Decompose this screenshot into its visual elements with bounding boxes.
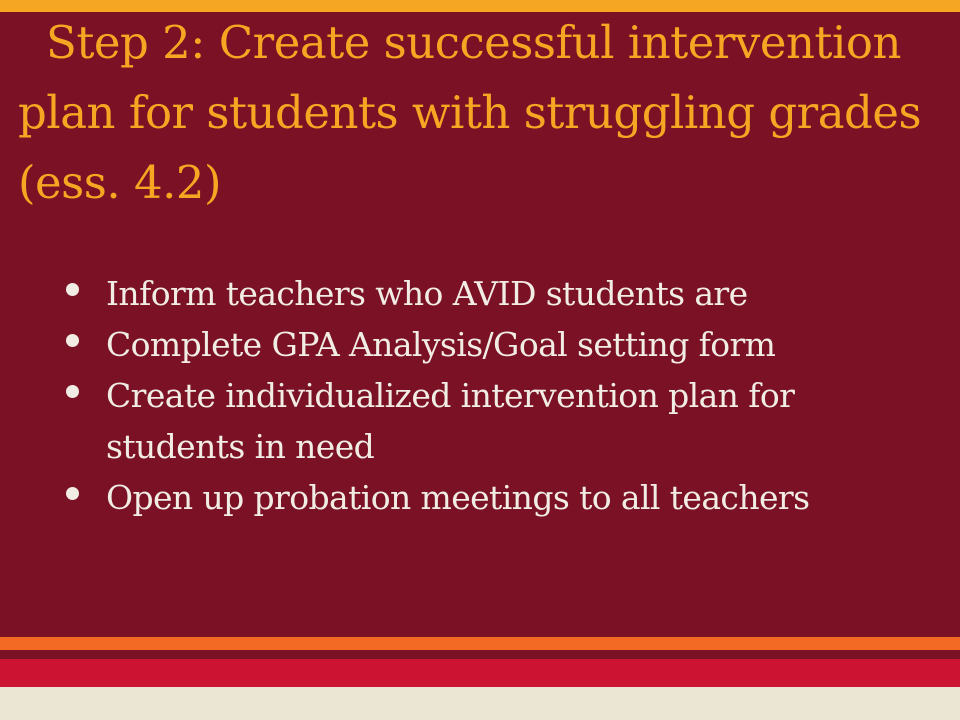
bullet-item <box>60 319 920 370</box>
slide-title <box>18 8 948 218</box>
bullet-dot-icon <box>66 487 79 500</box>
bullet-item <box>60 472 920 523</box>
bullet-text: Open up probation meetings to all teachers <box>106 478 810 517</box>
bullet-list <box>60 268 920 523</box>
bullet-text: Inform teachers who AVID students are <box>106 274 748 313</box>
bottom-red-stripe <box>0 659 960 687</box>
bullet-item <box>60 268 920 319</box>
bullet-dot-icon <box>66 283 79 296</box>
bullet-dot-icon <box>66 385 79 398</box>
slide-title-text: Step 2: Create successful intervention plan for students with struggling grades (ess. 4.2) <box>18 16 922 209</box>
bullet-item <box>60 370 920 472</box>
bottom-cream-stripe <box>0 687 960 720</box>
bottom-orange-stripe <box>0 637 960 650</box>
bullet-text: Complete GPA Analysis/Goal setting form <box>106 325 776 364</box>
bullet-text: Create individualized intervention plan for students in need <box>106 376 795 466</box>
bullet-dot-icon <box>66 334 79 347</box>
